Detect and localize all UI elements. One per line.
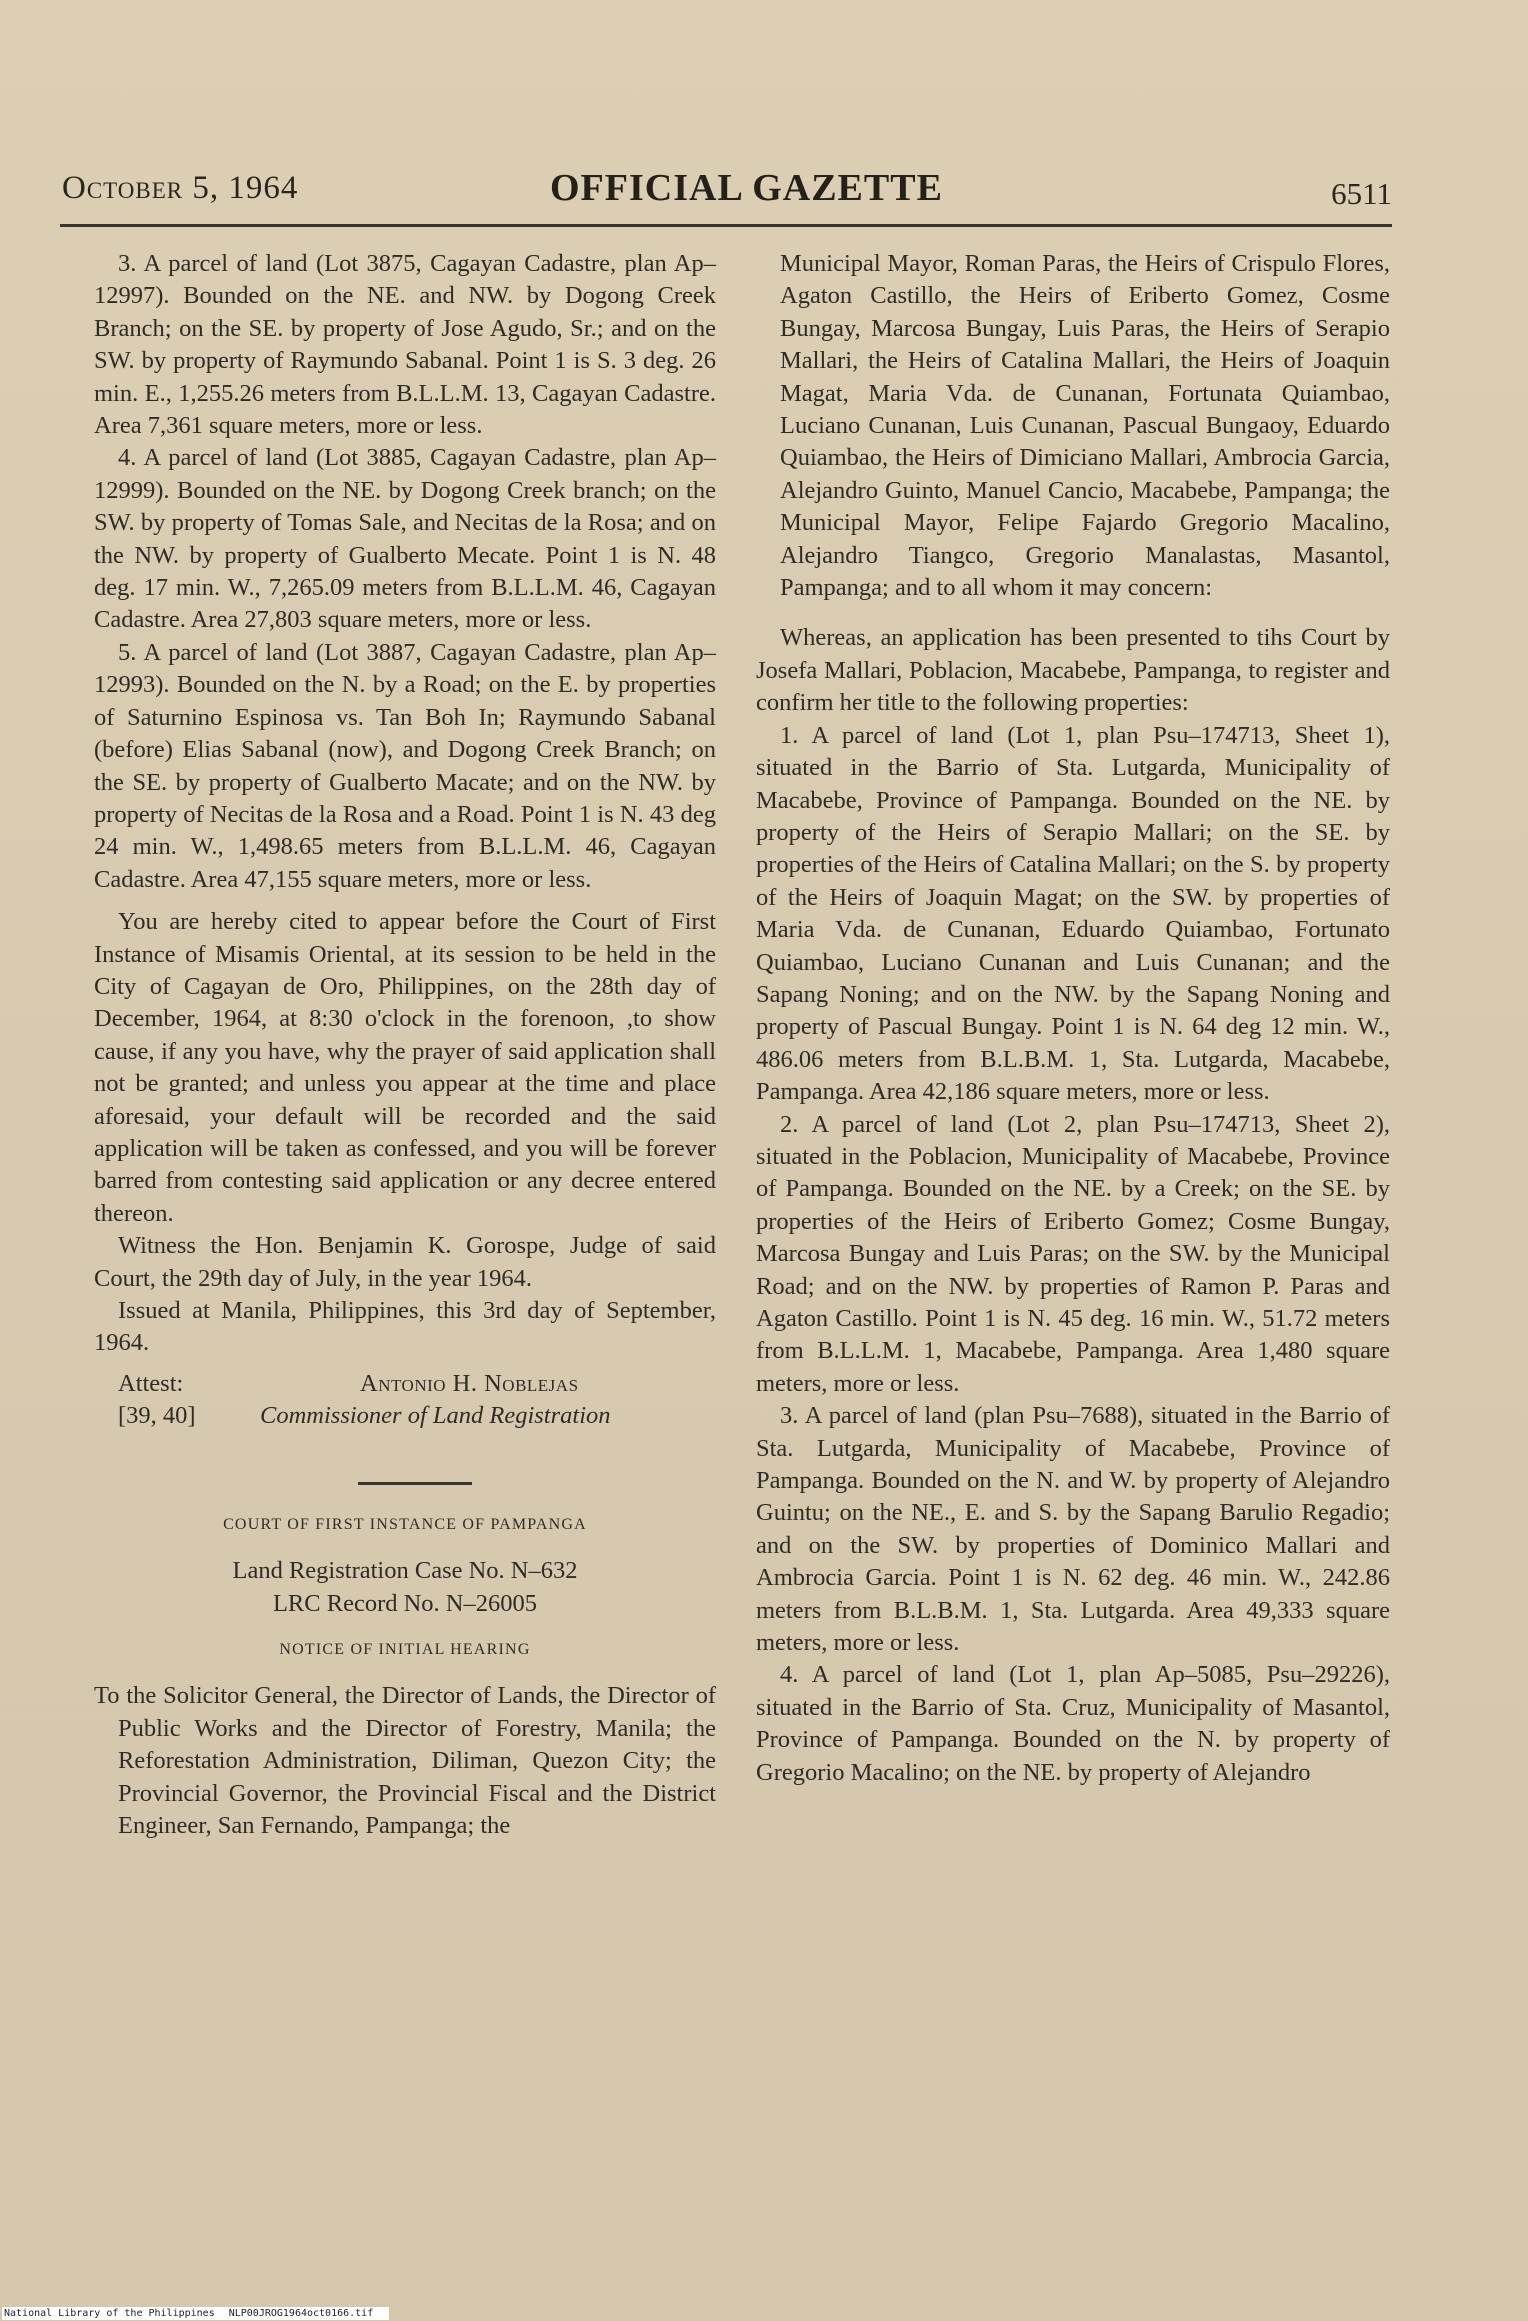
parcel-paragraph-3: 3. A parcel of land (Lot 3875, Cagayan Cadastre, plan Ap–12997). Bounded on the NE. and NW. by Dogong Creek Branch; on the SE. by property of Jose Agudo, Sr.; and on the SW. by property of Raymundo Sabanal. Point 1 is S. 3 deg. 26 min. E., 1,255.26 meters from B.L.L.M. 13, Cagayan Cadastre. Area 7,361 square meters, more or less.	[94, 250, 716, 440]
address-paragraph: To the Solicitor General, the Director of Lands, the Director of Public Works and the Director of Forestry, Manila; the Reforestation Administration, Diliman, Quezon City; the Provincial Governor, the Provincial Fiscal and the District Engineer, San Fernando, Pampanga; the	[94, 1682, 716, 1840]
attest-title: Commissioner of Land Registration	[260, 1401, 611, 1429]
property-paragraph-3: 3. A parcel of land (plan Psu–7688), situated in the Barrio of Sta. Lutgarda, Municipality of Macabebe, Province of Pampanga. Bounded on the N. and W. by property of Alejandro Guintu; on the NE., E. and S. by the Sapang Barulio Regadio; and on the SW. by properties of Dominico Mallari and Ambrocia Garcia. Point 1 is N. 62 deg. 46 min. W., 242.86 meters from B.L.B.M. 1, Sta. Lutgarda. Area 49,333 square meters, more or less.	[756, 1402, 1390, 1657]
scan-footer	[2, 2307, 389, 2320]
parcel-paragraph-5: 5. A parcel of land (Lot 3887, Cagayan Cadastre, plan Ap–12993). Bounded on the N. by a Road; on the E. by properties of Saturnino Espinosa vs. Tan Boh In; Raymundo Sabanal (before) Elias Sabanal (now), and Dogong Creek Branch; on the SE. by property of Gualberto Macate; and on the NW. by property of Necitas de la Rosa and a Road. Point 1 is N. 43 deg 24 min. W., 1,498.65 meters from B.L.L.M. 46, Cagayan Cadastre. Area 47,155 square meters, more or less.	[94, 638, 716, 893]
attest-label: Attest:	[118, 1369, 184, 1397]
attest-title-row	[94, 1400, 716, 1432]
issued-paragraph: Issued at Manila, Philippines, this 3rd day of September, 1964.	[94, 1297, 716, 1357]
property-paragraph-1: 1. A parcel of land (Lot 1, plan Psu–174713, Sheet 1), situated in the Barrio of Sta. Lutgarda, Municipality of Macabebe, Province of Pampanga. Bounded on the NE. by property of the Heirs of Serapio Mallari; on the SE. by properties of the Heirs of Catalina Mallari; on the S. by property of the Heirs of Joaquin Magat; on the SW. by properties of Maria Vda. de Cunanan, Eduardo Quiambao, Fortunato Quiambao, Luciano Cunanan and Luis Cunanan; and the Sapang Noning; and on the NW. by the Sapang Noning and property of Pascual Bungay. Point 1 is N. 64 deg 12 min. W., 486.06 meters from B.L.B.M. 1, Sta. Lutgarda, Macabebe, Pampanga. Area 42,186 square meters, more or less.	[756, 721, 1390, 1106]
notice-heading: NOTICE OF INITIAL HEARING	[279, 1641, 531, 1659]
right-column	[756, 248, 1390, 1789]
left-column	[94, 248, 716, 1842]
header-rule	[60, 224, 1392, 227]
parcel-paragraph-4: 4. A parcel of land (Lot 3885, Cagayan Cadastre, plan Ap–12999). Bounded on the NE. by Dogong Creek branch; on the SW. by property of Tomas Sale, and Necitas de la Rosa; and on the NW. by property of Gualberto Mecate. Point 1 is N. 48 deg. 17 min. W., 7,265.09 meters from B.L.L.M. 46, Cagayan Cadastre. Area 27,803 square meters, more or less.	[94, 444, 716, 634]
property-paragraph-4: 4. A parcel of land (Lot 1, plan Ap–5085, Psu–29226), situated in the Barrio of Sta. Cruz, Municipality of Masantol, Province of Pampanga. Bounded on the N. by property of Gregorio Macalino; on the NE. by property of Alejandro	[756, 1661, 1390, 1786]
footer-library: National Library of the Philippines	[4, 2308, 215, 2319]
court-heading: COURT OF FIRST INSTANCE OF PAMPANGA	[223, 1515, 587, 1533]
page-header	[60, 166, 1390, 212]
attest-row	[94, 1368, 716, 1400]
case-number: Land Registration Case No. N–632	[232, 1557, 578, 1585]
witness-paragraph: Witness the Hon. Benjamin K. Gorospe, Judge of said Court, the 29th day of July, in the year 1964.	[94, 1232, 716, 1292]
publication-title: OFFICIAL GAZETTE	[550, 167, 943, 209]
whereas-paragraph: Whereas, an application has been presented to tihs Court by Josefa Mallari, Poblacion, Macabebe, Pampanga, to register and confirm her title to the following properties:	[756, 624, 1390, 717]
property-paragraph-2: 2. A parcel of land (Lot 2, plan Psu–174713, Sheet 2), situated in the Poblacion, Municipality of Macabebe, Province of Pampanga. Bounded on the NE. by a Creek; on the SE. by properties of the Heirs of Eriberto Gomez; Cosme Bungay, Marcosa Bungay and Luis Paras; on the SW. by the Municipal Road; and on the NW. by properties of Ramon P. Paras and Agaton Castillo. Point 1 is N. 45 deg. 16 min. W., 51.72 meters from B.L.L.M. 1, Macabebe, Pampanga. Area 1,480 square meters, more or less.	[756, 1110, 1390, 1397]
page-number: 6511	[1331, 176, 1392, 211]
section-divider	[358, 1482, 472, 1485]
citation-paragraph: You are hereby cited to appear before the Court of First Instance of Misamis Oriental, at its session to be held in the City of Cagayan de Oro, Philippines, on the 28th day of December, 1964, at 8:30 o'clock in the forenoon, ,to show cause, if any you have, why the prayer of said application shall not be granted; and unless you appear at the time and place aforesaid, your default will be recorded and the said application will be taken as confessed, and you will be forever barred from contesting said application or any decree entered thereon.	[94, 908, 716, 1227]
issue-date: October 5, 1964	[62, 170, 299, 206]
lrc-record-number: LRC Record No. N–26005	[272, 1589, 538, 1617]
address-continuation: Municipal Mayor, Roman Paras, the Heirs of Crispulo Flores, Agaton Castillo, the Heirs of Eriberto Gomez, Cosme Bungay, Marcosa Bungay, Luis Paras, the Heirs of Serapio Mallari, the Heirs of Catalina Mallari, the Heirs of Joaquin Magat, Maria Vda. de Cunanan, Fortunata Quiambao, Luciano Cunanan, Luis Cunanan, Pascual Bungaoy, Eduardo Quiambao, the Heirs of Dimiciano Mallari, Ambrocia Garcia, Alejandro Guinto, Manuel Cancio, Macabebe, Pampanga; the Municipal Mayor, Felipe Fajardo Gregorio Macalino, Alejandro Tiangco, Gregorio Manalastas, Masantol, Pampanga; and to all whom it may concern:	[780, 250, 1390, 602]
reference-number: [39, 40]	[118, 1401, 196, 1429]
footer-filename: NLP00JROG1964oct0166.tif	[228, 2308, 374, 2319]
attest-signatory: Antonio H. Noblejas	[360, 1369, 579, 1397]
